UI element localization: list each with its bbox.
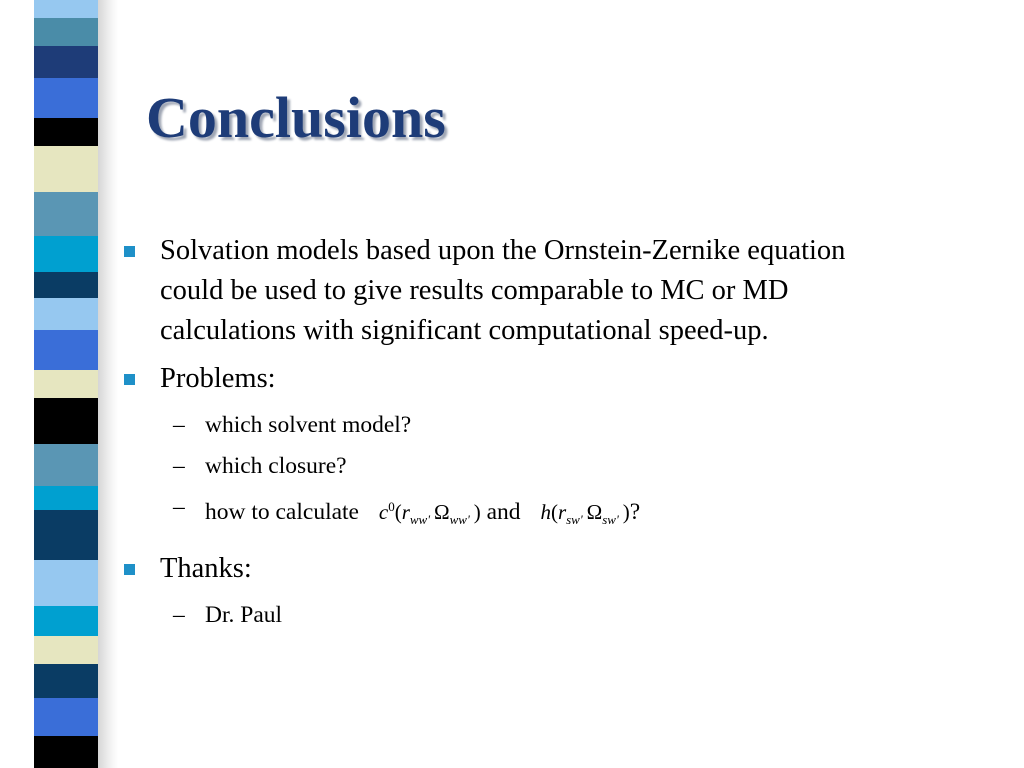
stripe-segment <box>34 298 98 330</box>
stripe-segment <box>34 664 98 698</box>
stripe-segment <box>34 736 98 768</box>
sub-bullet-item <box>120 492 1000 535</box>
stripe-segment <box>34 46 98 78</box>
bullet-item <box>120 359 1000 399</box>
bullet-text: Problems: <box>160 363 276 394</box>
formula-c0: $c^0(r_{ww'}$ $\Omega_{ww'}$ ) <box>378 499 481 528</box>
bullet-line: Solvation models based upon the Ornstein-Zernike equation <box>160 235 846 266</box>
dash-icon: – <box>173 412 185 438</box>
slide-title: Conclusions <box>146 85 446 150</box>
stripe-segment <box>34 510 98 560</box>
stripe-segment <box>34 18 98 46</box>
stripe-segment <box>34 444 98 486</box>
square-bullet-icon <box>124 564 135 575</box>
stripe-segment <box>34 118 98 146</box>
stripe-segment <box>34 272 98 298</box>
stripe-segment <box>34 146 98 192</box>
sub-bullet-item <box>120 600 1000 630</box>
stripe-segment <box>34 560 98 606</box>
stripe-segment <box>34 636 98 664</box>
bullet-line: could be used to give results comparable to MC or MD <box>160 275 789 306</box>
dash-icon: – <box>173 602 185 629</box>
bullet-line: calculations with significant computational speed-up. <box>160 315 769 346</box>
stripe-segment <box>34 192 98 236</box>
square-bullet-icon <box>124 374 135 385</box>
bullet-item <box>120 231 1000 351</box>
stripe-segment <box>34 370 98 398</box>
stripe-segment <box>34 398 98 444</box>
stripe-segment <box>34 606 98 636</box>
slide-body <box>120 231 1000 630</box>
sub-bullet-text: which closure? <box>205 453 347 479</box>
formula-joiner: and <box>486 499 521 525</box>
decorative-stripe-bar <box>34 0 98 768</box>
bullet-text: Thanks: <box>160 553 252 585</box>
sub-bullet-item <box>120 451 1000 481</box>
square-bullet-icon <box>124 246 135 257</box>
stripe-segment <box>34 78 98 118</box>
sub-bullet-text: Dr. Paul <box>205 602 283 629</box>
stripe-segment <box>34 486 98 510</box>
dash-icon: – <box>173 453 185 479</box>
formula-suffix: ? <box>629 499 641 525</box>
sub-bullet-text: how to calculate <box>205 499 359 525</box>
sub-bullet-text: which solvent model? <box>205 412 412 438</box>
formula-h: $h(r_{sw'}$ $\Omega_{sw'}$ ) <box>540 500 630 528</box>
dash-icon: – <box>173 494 185 520</box>
bullet-item <box>120 549 1000 589</box>
sub-bullet-item <box>120 410 1000 440</box>
stripe-segment <box>34 698 98 736</box>
stripe-segment <box>34 236 98 272</box>
stripe-segment <box>34 0 98 18</box>
stripe-segment <box>34 330 98 370</box>
